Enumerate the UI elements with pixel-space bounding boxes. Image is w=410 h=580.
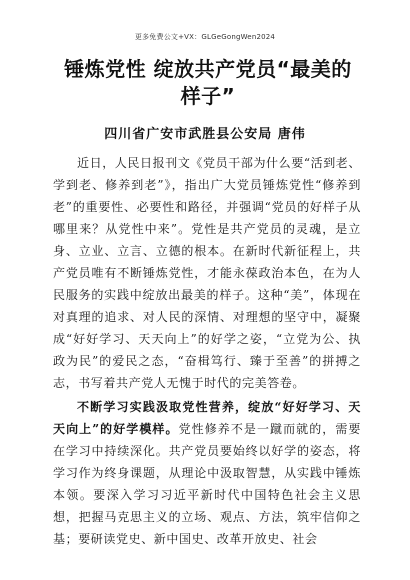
paragraph-lead: 不断学习实践汲取党性营养，绽放“好好学习、天天向上”的好学模样。 [53, 400, 361, 436]
paragraph-section-1 [53, 396, 361, 550]
header-watermark: 更多免费公文+VX：GLGeGongWen2024 [134, 33, 276, 41]
article-body [53, 152, 361, 550]
article-byline: 四川省广安市武胜县公安局 唐伟 [104, 127, 306, 142]
paragraph-text: 党性修养不是一蹴而就的，需要在学习中持续深化。共产党员要始终以好学的姿态，将学习作为终身课题，从理论中汲取智慧，从实践中锤炼本领。要深入学习习近平新时代中国特色社会主义思想，把握马克思主义的立场、观点、方法，筑牢信仰之基；要研读党史、新中国史、改革开放史、社会 [53, 422, 362, 546]
article-title: 锤炼党性 绽放共产党员“最美的样子” [64, 57, 352, 108]
paragraph-text: 近日，人民日报刊文《党员干部为什么要“活到老、学到老、修养到老”》，指出广大党员锤炼党性“修养到老”的重要性、必要性和路径，并强调“党员的好样子从哪里来？从党性中来”。党性是共产党员的灵魂，是立身、立业、立言、立德的根本。在新时代新征程上，共产党员唯有不断锤炼党性，才能永葆政治本色，在为人民服务的实践中绽放出最美的样子。这种“美”，体现在对真理的追求、对人民的深情、对理想的坚守中，凝聚成“好好学习、天天向上”的好学之姿，“立党为公、执政为民”的爱民之态，“奋楫笃行、臻于至善”的拼搏之志，书写着共产党人无愧于时代的完美答卷。 [53, 156, 361, 390]
paragraph-intro [53, 152, 361, 394]
